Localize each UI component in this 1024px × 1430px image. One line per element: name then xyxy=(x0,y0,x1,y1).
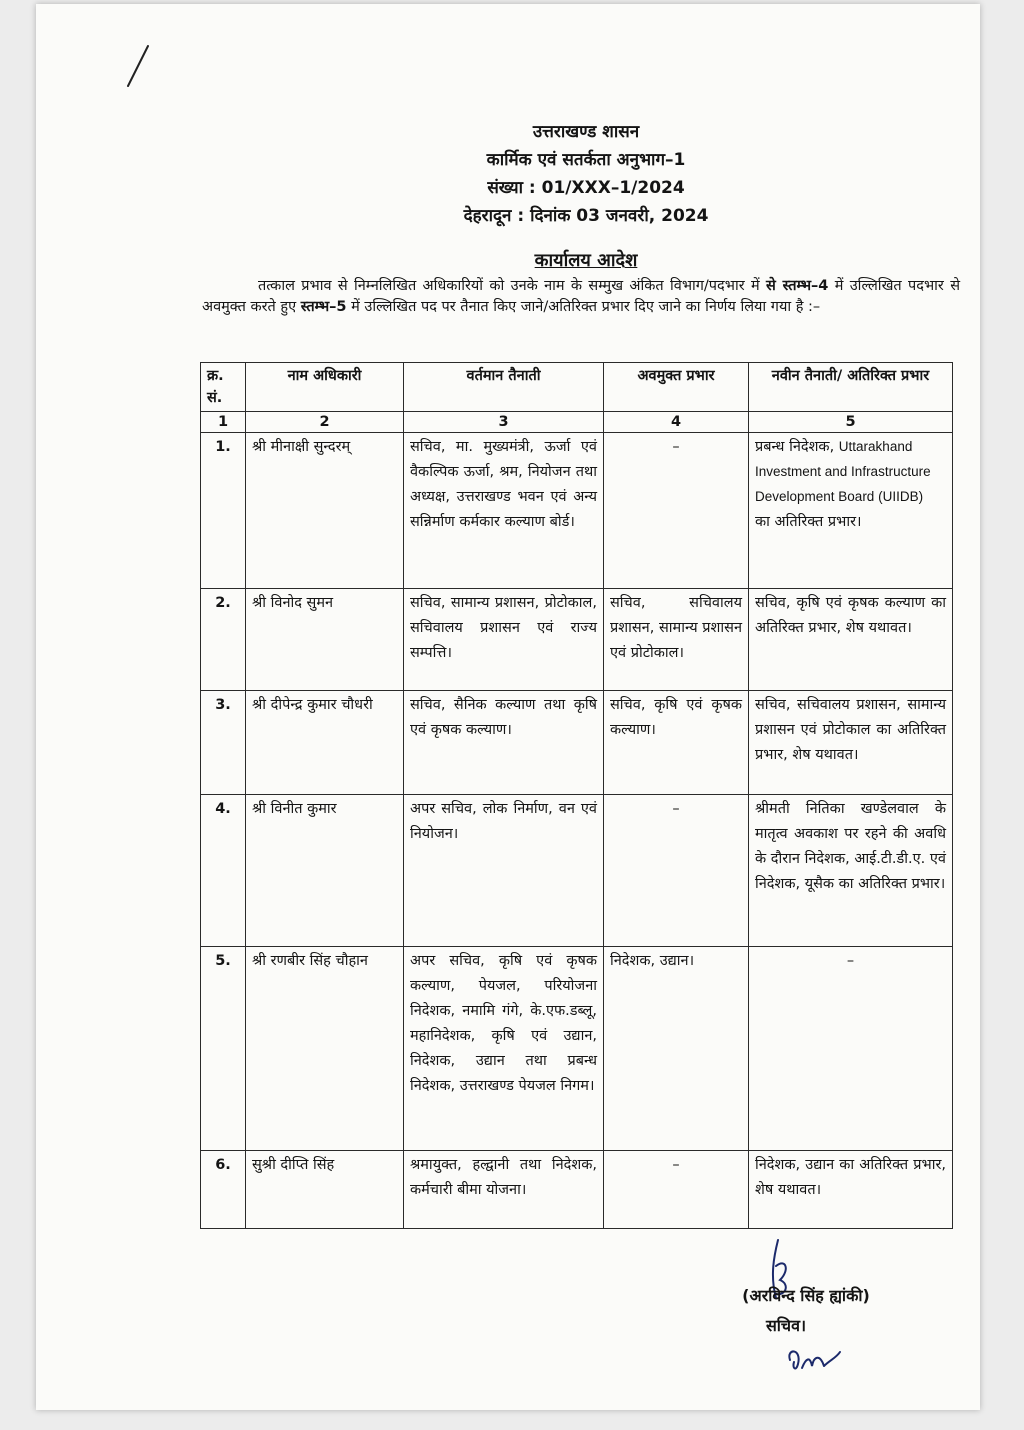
handwritten-initials xyxy=(784,1338,844,1378)
column-number: 1 xyxy=(201,412,246,433)
government-name: उत्तराखण्ड शासन xyxy=(532,122,640,142)
relieved-charge: – xyxy=(604,795,749,947)
posting-table xyxy=(200,362,953,1229)
header-current-posting: वर्तमान तैनाती xyxy=(404,363,604,412)
signatory-designation: सचिव। xyxy=(765,1316,807,1335)
header-officer-name: नाम अधिकारी xyxy=(246,363,404,412)
current-posting: सचिव, सैनिक कल्याण तथा कृषि एवं कृषक कल्याण। xyxy=(404,691,604,795)
serial-number: 1. xyxy=(201,433,246,589)
table-row xyxy=(201,795,953,947)
new-posting-part2: का अतिरिक्त प्रभार। xyxy=(755,514,862,530)
department-name: कार्मिक एवं सतर्कता अनुभाग–1 xyxy=(486,150,686,170)
header-serial: क्र. सं. xyxy=(201,363,246,412)
table-header-row xyxy=(201,363,953,412)
new-posting xyxy=(749,433,953,589)
new-posting-english: Uttarakhand Investment and Infrastructure Development Board (UIIDB) xyxy=(755,439,931,504)
intro-part3: में उल्लिखित पद पर तैनात किए जाने/अतिरिक्त प्रभार दिए जाने का निर्णय लिया गया है :– xyxy=(346,299,821,315)
new-posting: श्रीमती नितिका खण्डेलवाल के मातृत्व अवकाश पर रहने की अवधि के दौरान निदेशक, आई.टी.डी.ए. एवं निदेशक, यूसैक का अतिरिक्त प्रभार। xyxy=(749,795,953,947)
intro-part2: में उल्लिखित पदभार से अवमुक्त करते हुए xyxy=(202,278,960,315)
relieved-charge: – xyxy=(604,433,749,589)
new-posting: सचिव, कृषि एवं कृषक कल्याण का अतिरिक्त प्रभार, शेष यथावत। xyxy=(749,589,953,691)
header-new-posting: नवीन तैनाती/ अतिरिक्त प्रभार xyxy=(749,363,953,412)
column-number: 3 xyxy=(404,412,604,433)
officer-name: श्री मीनाक्षी सुन्दरम् xyxy=(246,433,404,589)
table-row xyxy=(201,433,953,589)
column-number-row xyxy=(201,412,953,433)
table-row xyxy=(201,589,953,691)
new-posting: निदेशक, उद्यान का अतिरिक्त प्रभार, शेष यथावत। xyxy=(749,1151,953,1229)
current-posting: श्रमायुक्त, हल्द्वानी तथा निदेशक, कर्मचारी बीमा योजना। xyxy=(404,1151,604,1229)
serial-number: 6. xyxy=(201,1151,246,1229)
current-posting: अपर सचिव, लोक निर्माण, वन एवं नियोजन। xyxy=(404,795,604,947)
table-row xyxy=(201,1151,953,1229)
column-number: 2 xyxy=(246,412,404,433)
relieved-charge: निदेशक, उद्यान। xyxy=(604,947,749,1151)
officer-name: श्री रणबीर सिंह चौहान xyxy=(246,947,404,1151)
current-posting: अपर सचिव, कृषि एवं कृषक कल्याण, पेयजल, परियोजना निदेशक, नमामि गंगे, के.एफ.डब्लू, महानिदेशक, कृषि एवं उद्यान, निदेशक, उद्यान तथा प्रबन्ध निदेशक, उत्तराखण्ड पेयजल निगम। xyxy=(404,947,604,1151)
new-posting: – xyxy=(749,947,953,1151)
new-posting: सचिव, सचिवालय प्रशासन, सामान्य प्रशासन एवं प्रोटोकाल का अतिरिक्त प्रभार, शेष यथावत। xyxy=(749,691,953,795)
serial-number: 4. xyxy=(201,795,246,947)
place-and-date: देहरादून : दिनांक 03 जनवरी, 2024 xyxy=(463,206,709,226)
current-posting: सचिव, सामान्य प्रशासन, प्रोटोकाल, सचिवालय प्रशासन एवं राज्य सम्पत्ति। xyxy=(404,589,604,691)
intro-part1: तत्काल प्रभाव से निम्नलिखित अधिकारियों को उनके नाम के सम्मुख अंकित विभाग/पदभार में xyxy=(258,278,766,294)
officer-name: श्री विनीत कुमार xyxy=(246,795,404,947)
relieved-charge: – xyxy=(604,1151,749,1229)
column-number: 4 xyxy=(604,412,749,433)
officer-name: सुश्री दीप्ति सिंह xyxy=(246,1151,404,1229)
current-posting: सचिव, मा. मुख्यमंत्री, ऊर्जा एवं वैकल्पिक ऊर्जा, श्रम, नियोजन तथा अध्यक्ष, उत्तराखण्ड भवन एवं अन्य सन्निर्माण कर्मकार कल्याण बोर्ड। xyxy=(404,433,604,589)
table-row xyxy=(201,947,953,1151)
document-page xyxy=(36,4,980,1410)
serial-number: 2. xyxy=(201,589,246,691)
table-row xyxy=(201,691,953,795)
relieved-charge: सचिव, सचिवालय प्रशासन, सामान्य प्रशासन एवं प्रोटोकाल। xyxy=(604,589,749,691)
signatory-name: (अरविन्द सिंह ह्यांकी) xyxy=(742,1286,870,1305)
officer-name: श्री दीपेन्द्र कुमार चौधरी xyxy=(246,691,404,795)
header-relieved-charge: अवमुक्त प्रभार xyxy=(604,363,749,412)
intro-column5-ref: स्तम्भ–5 xyxy=(300,299,347,315)
pen-tick-mark xyxy=(122,44,152,90)
intro-paragraph xyxy=(202,276,960,318)
new-posting-part1: प्रबन्ध निदेशक, xyxy=(755,439,839,455)
column-number: 5 xyxy=(749,412,953,433)
officer-name: श्री विनोद सुमन xyxy=(246,589,404,691)
serial-number: 5. xyxy=(201,947,246,1151)
intro-column4-ref: से स्तम्भ–4 xyxy=(766,278,829,294)
order-number: संख्या : 01/XXX–1/2024 xyxy=(487,178,685,198)
serial-number: 3. xyxy=(201,691,246,795)
order-title: कार्यालय आदेश xyxy=(534,250,638,271)
letter-header xyxy=(416,118,756,230)
relieved-charge: सचिव, कृषि एवं कृषक कल्याण। xyxy=(604,691,749,795)
